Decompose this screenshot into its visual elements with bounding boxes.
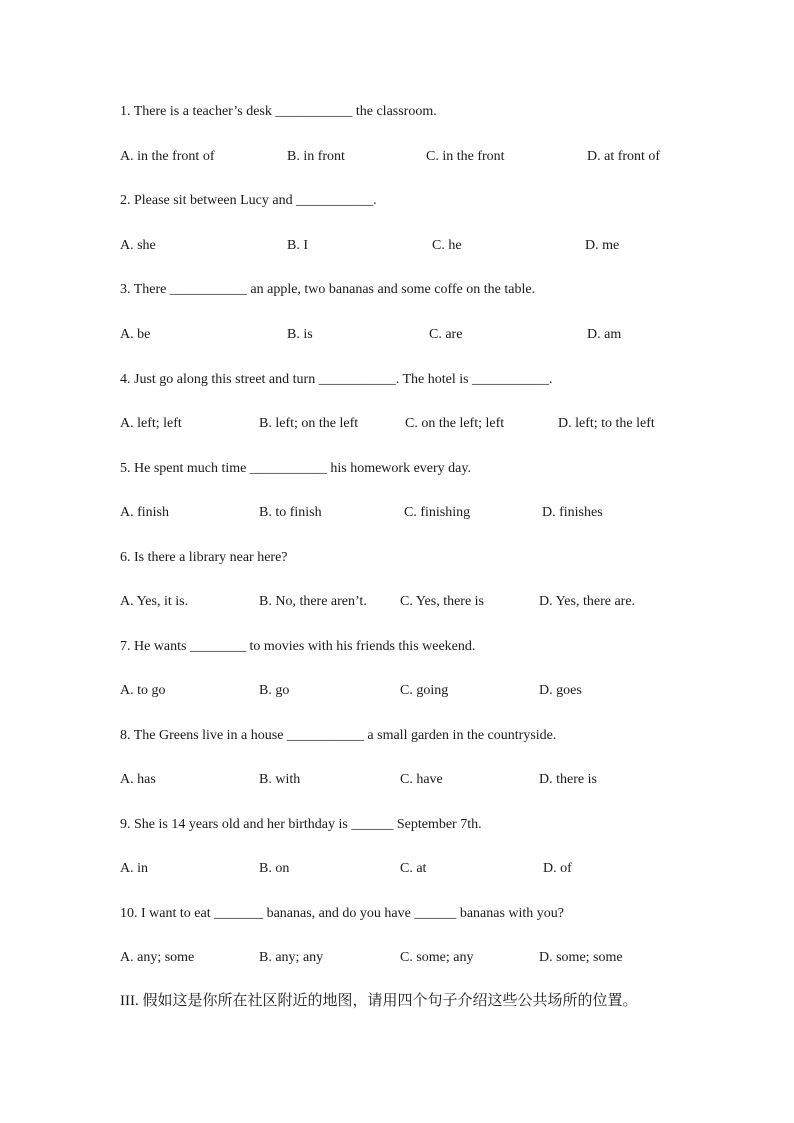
option-a: A. she xyxy=(120,238,156,253)
option-a: A. in the front of xyxy=(120,149,215,164)
option-c: C. on the left; left xyxy=(405,416,505,431)
option-b: B. in front xyxy=(287,149,345,164)
option-d: D. am xyxy=(587,327,622,342)
option-d: D. me xyxy=(585,238,620,253)
section-iii-heading: III. 假如这是你所在社区附近的地图，请用四个句子介绍这些公共场所的位置。 xyxy=(120,993,638,1009)
option-d: D. at front of xyxy=(587,149,661,164)
question-9-stem: 9. She is 14 years old and her birthday is ______ September 7th. xyxy=(120,817,482,832)
option-d: D. of xyxy=(543,861,572,876)
option-c: C. finishing xyxy=(404,505,471,520)
question-8-stem: 8. The Greens live in a house ___________ a small garden in the countryside. xyxy=(120,728,557,743)
option-c: C. some; any xyxy=(400,950,474,965)
option-a: A. to go xyxy=(120,683,166,698)
option-a: A. any; some xyxy=(120,950,195,965)
option-c: C. have xyxy=(400,772,443,787)
option-b: B. any; any xyxy=(259,950,324,965)
option-b: B. is xyxy=(287,327,313,342)
option-c: C. he xyxy=(432,238,462,253)
option-a: A. in xyxy=(120,861,148,876)
option-d: D. finishes xyxy=(542,505,603,520)
option-a: A. be xyxy=(120,327,151,342)
option-d: D. there is xyxy=(539,772,597,787)
option-c: C. at xyxy=(400,861,427,876)
question-7-stem: 7. He wants ________ to movies with his friends this weekend. xyxy=(120,639,476,654)
option-c: C. Yes, there is xyxy=(400,594,485,609)
option-c: C. are xyxy=(429,327,463,342)
option-a: A. left; left xyxy=(120,416,182,431)
option-a: A. has xyxy=(120,772,156,787)
question-10-stem: 10. I want to eat _______ bananas, and do you have ______ bananas with you? xyxy=(120,906,565,921)
option-b: B. go xyxy=(259,683,290,698)
option-b: B. left; on the left xyxy=(259,416,359,431)
option-a: A. finish xyxy=(120,505,169,520)
question-2-stem: 2. Please sit between Lucy and ___________. xyxy=(120,193,377,208)
option-d: D. some; some xyxy=(539,950,623,965)
option-b: B. to finish xyxy=(259,505,322,520)
question-3-stem: 3. There ___________ an apple, two bananas and some coffe on the table. xyxy=(120,282,536,297)
option-d: D. left; to the left xyxy=(558,416,655,431)
question-4-stem: 4. Just go along this street and turn ___________. The hotel is ___________. xyxy=(120,372,553,387)
question-5-stem: 5. He spent much time ___________ his homework every day. xyxy=(120,461,471,476)
option-b: B. No, there aren’t. xyxy=(259,594,367,609)
option-a: A. Yes, it is. xyxy=(120,594,189,609)
option-c: C. in the front xyxy=(426,149,505,164)
option-c: C. going xyxy=(400,683,449,698)
question-6-stem: 6. Is there a library near here? xyxy=(120,550,288,565)
option-b: B. with xyxy=(259,772,301,787)
question-1-stem: 1. There is a teacher’s desk ___________ the classroom. xyxy=(120,104,437,119)
option-d: D. Yes, there are. xyxy=(539,594,636,609)
option-d: D. goes xyxy=(539,683,582,698)
option-b: B. I xyxy=(287,238,308,253)
option-b: B. on xyxy=(259,861,290,876)
